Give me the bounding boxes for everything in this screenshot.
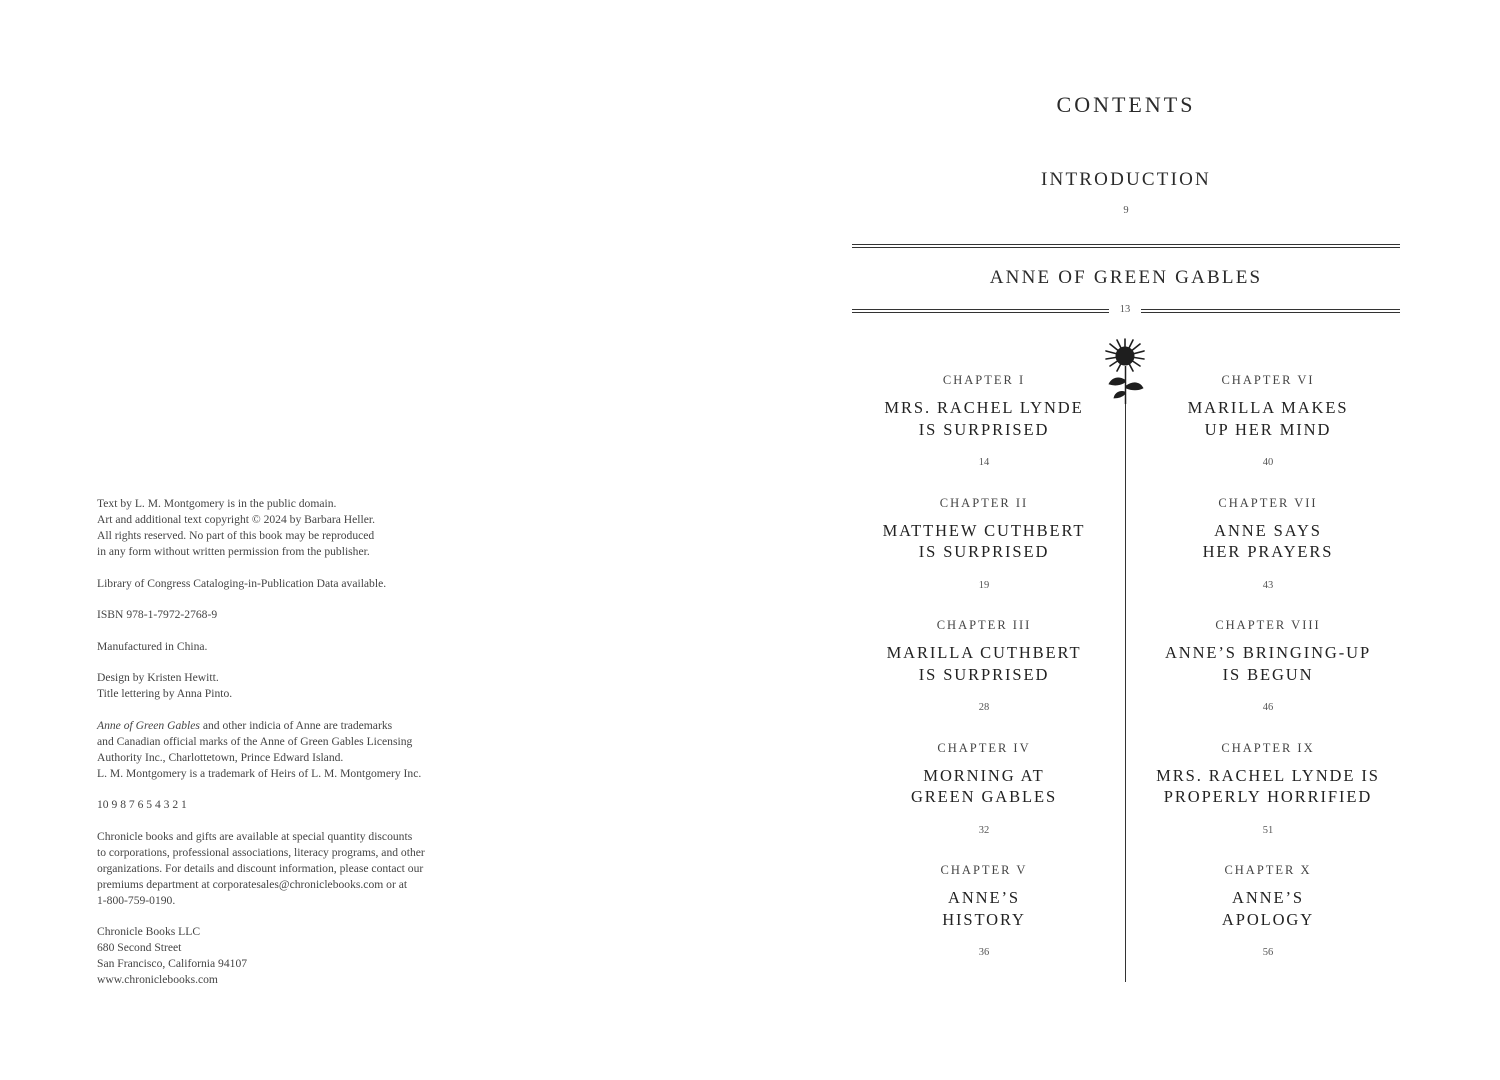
copyright-para-sales (97, 829, 477, 909)
copyright-line: 1-800-759-0190. (97, 893, 176, 907)
copyright-para-manufactured (97, 639, 477, 655)
contents-heading: CONTENTS (1056, 92, 1196, 117)
chapter-title-line: ANNE’S BRINGING-UP (1164, 643, 1372, 662)
chapter-title (1118, 520, 1418, 563)
chapter-title (834, 520, 1134, 563)
toc-entry-chapter-8[interactable] (1118, 617, 1418, 740)
chapter-page-number: 36 (978, 947, 990, 958)
trademark-text: and other indicia of Anne are trademarks (199, 718, 393, 732)
chapter-page-number: 14 (978, 457, 990, 468)
chapter-title-line: ANNE SAYS (1214, 520, 1322, 540)
copyright-para-design (97, 670, 477, 702)
chapter-title (1118, 887, 1418, 930)
copyright-block (97, 496, 477, 1004)
chapter-title-line: MATTHEW CUTHBERT (882, 520, 1086, 540)
copyright-para-printing (97, 797, 477, 813)
toc-entry-chapter-9[interactable] (1118, 740, 1418, 863)
printing-line: 10 9 8 7 6 5 4 3 2 1 (97, 798, 187, 811)
book-title: ANNE OF GREEN GABLES (989, 267, 1263, 288)
chapter-page-number: 56 (1262, 947, 1274, 958)
double-rule-top (852, 244, 1400, 248)
chapter-title (1118, 642, 1418, 685)
chapter-number: CHAPTER I (942, 373, 1026, 387)
copyright-line: Library of Congress Cataloging-in-Publication Data available. (97, 576, 387, 590)
chapter-number: CHAPTER VII (1218, 495, 1318, 510)
toc-entry-chapter-3[interactable] (834, 617, 1134, 740)
chapter-title-line: MRS. RACHEL LYNDE IS (1156, 765, 1380, 785)
website-line: www.chroniclebooks.com (97, 973, 218, 986)
chapter-page-number: 51 (1262, 824, 1274, 836)
chapter-title (834, 765, 1134, 808)
copyright-para-trademark (97, 718, 477, 782)
copyright-line (97, 718, 477, 734)
address-line: Chronicle Books LLC (97, 925, 201, 938)
copyright-line: Design by Kristen Hewitt. (97, 671, 219, 684)
trademark-title: Anne of Green Gables (97, 718, 200, 732)
copyright-line: organizations. For details and discount information, please contact our (97, 861, 424, 875)
toc-entry-chapter-2[interactable] (834, 495, 1134, 618)
copyright-line: in any form without written permission from the publisher. (97, 545, 370, 558)
chapter-number: CHAPTER X (1224, 863, 1312, 877)
toc-entry-chapter-7[interactable] (1118, 495, 1418, 618)
chapter-page-number: 19 (978, 579, 990, 591)
copyright-line: to corporations, professional associations, literacy programs, and other (97, 845, 425, 859)
chapter-page-number: 32 (978, 824, 990, 836)
contents-column-right (1118, 372, 1418, 985)
chapter-title-line: MARILLA CUTHBERT (886, 643, 1082, 662)
chapter-number: CHAPTER II (939, 495, 1029, 510)
copyright-line: L. M. Montgomery is a trademark of Heirs of L. M. Montgomery Inc. (97, 766, 422, 780)
copyright-para-address (97, 924, 477, 988)
chapter-title (1118, 765, 1418, 808)
chapter-number: CHAPTER IX (1221, 740, 1315, 755)
chapter-title (834, 642, 1134, 685)
double-rule-bottom-right (1141, 309, 1400, 313)
copyright-line: Text by L. M. Montgomery is in the public domain. (97, 497, 337, 510)
copyright-line: premiums department at corporatesales@chroniclebooks.com or at (97, 877, 408, 891)
introduction-title: INTRODUCTION (1041, 169, 1211, 190)
chapter-number: CHAPTER V (940, 863, 1028, 877)
toc-entry-chapter-1[interactable] (834, 372, 1134, 495)
chapter-title-line: PROPERLY HORRIFIED (1163, 787, 1373, 806)
toc-entry-chapter-6[interactable] (1118, 372, 1418, 495)
copyright-line: Authority Inc., Charlottetown, Prince Edward Island. (97, 750, 344, 764)
copyright-line: All rights reserved. No part of this book may be reproduced (97, 529, 375, 542)
chapter-title-line: IS BEGUN (1222, 664, 1314, 684)
chapter-title (834, 887, 1134, 930)
address-line: San Francisco, California 94107 (97, 957, 248, 970)
copyright-line: Title lettering by Anna Pinto. (97, 687, 233, 700)
chapter-page-number: 40 (1262, 457, 1274, 468)
chapter-title-line: ANNE’S (948, 888, 1020, 907)
chapter-title-line: APOLOGY (1221, 909, 1315, 929)
chapter-number: CHAPTER III (936, 618, 1032, 632)
chapter-title (1118, 397, 1418, 440)
copyright-line: and Canadian official marks of the Anne of Green Gables Licensing (97, 734, 413, 748)
copyright-line: Art and additional text copyright © 2024 by Barbara Heller. (97, 513, 375, 526)
chapter-title-line: HER PRAYERS (1202, 542, 1334, 561)
double-rule-bottom-left (852, 309, 1109, 313)
book-page-number: 13 (1119, 304, 1131, 315)
chapter-page-number: 28 (978, 702, 990, 713)
chapter-page-number: 43 (1262, 579, 1274, 591)
chapter-title-line: IS SURPRISED (918, 542, 1050, 561)
chapter-title-line: HISTORY (942, 909, 1026, 929)
contents-column-left (834, 372, 1134, 985)
introduction-page-number: 9 (1123, 205, 1129, 216)
isbn-line: ISBN 978-1-7972-2768-9 (97, 608, 218, 621)
chapter-page-number: 46 (1262, 702, 1274, 713)
chapter-title-line: ANNE’S (1232, 888, 1304, 907)
chapter-number: CHAPTER IV (937, 740, 1031, 755)
copyright-line: Manufactured in China. (97, 639, 208, 653)
chapter-title-line: IS SURPRISED (918, 664, 1050, 684)
toc-entry-chapter-4[interactable] (834, 740, 1134, 863)
chapter-title (834, 397, 1134, 440)
chapter-number: CHAPTER VIII (1215, 618, 1321, 632)
chapter-title-line: IS SURPRISED (918, 419, 1050, 439)
chapter-title-line: MORNING AT (923, 765, 1045, 785)
toc-entry-chapter-10[interactable] (1118, 862, 1418, 985)
chapter-title-line: GREEN GABLES (910, 787, 1058, 806)
chapter-title-line: MRS. RACHEL LYNDE (884, 398, 1084, 417)
toc-entry-chapter-5[interactable] (834, 862, 1134, 985)
copyright-para-cip (97, 576, 477, 592)
chapter-title-line: UP HER MIND (1204, 419, 1332, 439)
copyright-para-rights (97, 496, 477, 560)
copyright-line: Chronicle books and gifts are available at special quantity discounts (97, 829, 413, 843)
chapter-title-line: MARILLA MAKES (1187, 398, 1349, 417)
chapter-number: CHAPTER VI (1221, 373, 1315, 387)
address-line: 680 Second Street (97, 941, 182, 954)
copyright-para-isbn (97, 607, 477, 623)
